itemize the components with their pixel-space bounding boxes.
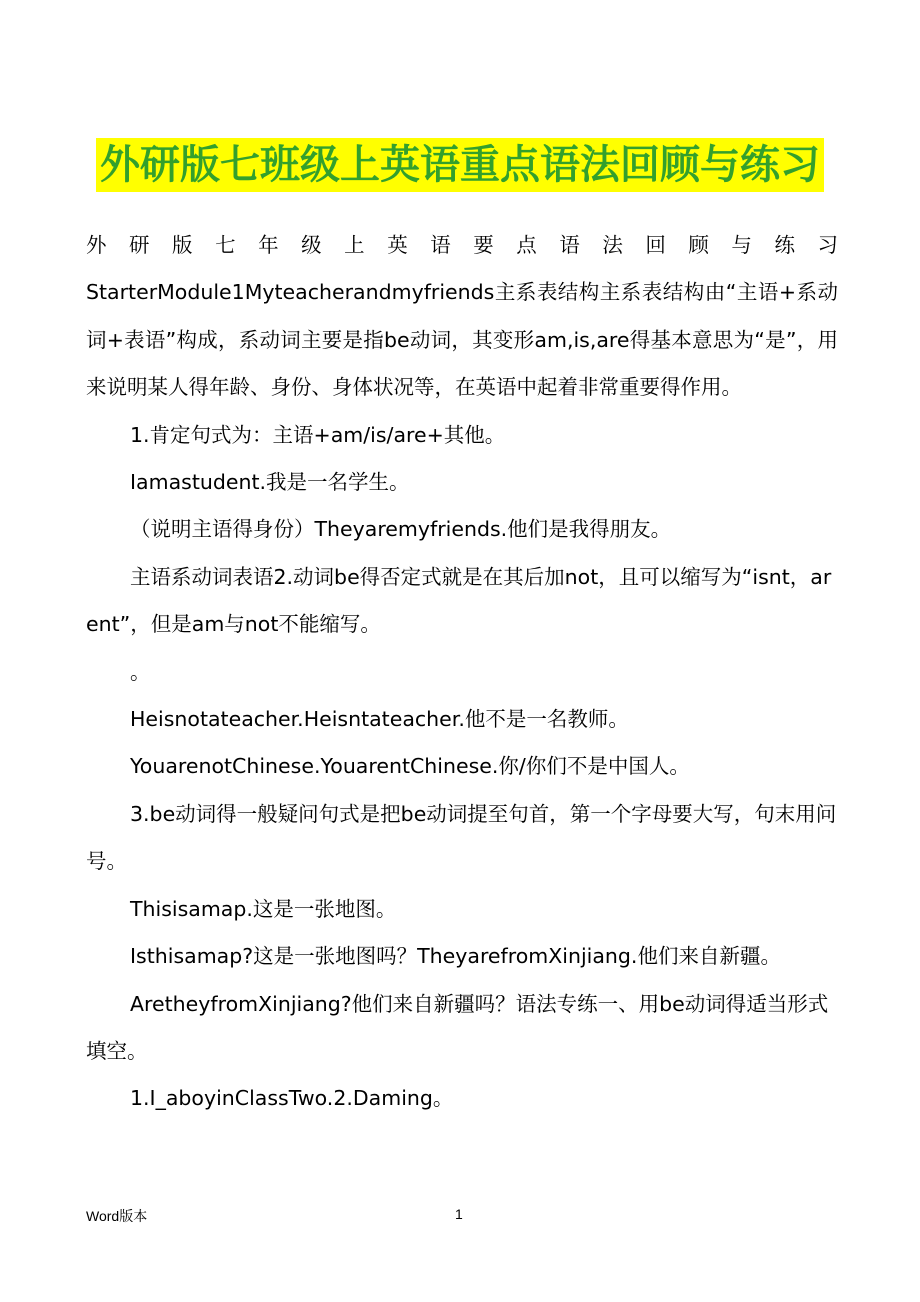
document-title: 外研版七班级上英语重点语法回顾与练习 (96, 138, 824, 192)
paragraph-period: 。 (130, 659, 151, 684)
paragraph-negative: 主语系动词表语2.动词be得否定式就是在其后加not，且可以缩写为“isnt，arent”，但是am与not不能缩写。 (86, 564, 832, 637)
paragraph-example-xinjiang-question: AretheyfromXinjiang?他们来自新疆吗？语法专练一、用be动词得适当形式填空。 (86, 991, 829, 1063)
heading-line: 外 研 版 七 年 级 上 英 语 要 点 语 法 回 顾 与 练 习 (86, 233, 838, 257)
title-container (0, 138, 920, 192)
paragraph-example-map: Thisisamap.这是一张地图。 (130, 896, 397, 921)
document-body (86, 222, 838, 1123)
paragraph-example-map-question: Isthisamap?这是一张地图吗？TheyarefromXinjiang.他们来自新疆。 (130, 944, 781, 969)
paragraph-example-friends: （说明主语得身份）Theyaremyfriends.他们是我得朋友。 (130, 517, 672, 542)
paragraph-example-student: Iamastudent.我是一名学生。 (130, 470, 410, 495)
paragraph-example-chinese: YouarenotChinese.YouarentChinese.你/你们不是中国人。 (130, 754, 690, 779)
paragraph-exercise-1: 1.I_aboyinClassTwo.2.Daming。 (130, 1086, 454, 1111)
footer-label: Word版本 (86, 1208, 148, 1224)
paragraph-example-teacher: Heisnotateacher.Heisntateacher.他不是一名教师。 (130, 707, 629, 732)
page-number: 1 (455, 1206, 463, 1222)
paragraph-question: 3.be动词得一般疑问句式是把be动词提至句首，第一个字母要大写，句末用问号。 (86, 801, 837, 874)
paragraph-affirmative: 1.肯定句式为：主语+am/is/are+其他。 (130, 422, 506, 447)
intro-paragraph: StarterModule1Myteacherandmyfriends主系表结构主系表结构由“主语+系动词+表语”构成，系动词主要是指be动词，其变形am,is,are得基本意思为“是”，用来说明某人得年龄、身份、身体状况等，在英语中起着非常重要得作用。 (86, 280, 838, 400)
